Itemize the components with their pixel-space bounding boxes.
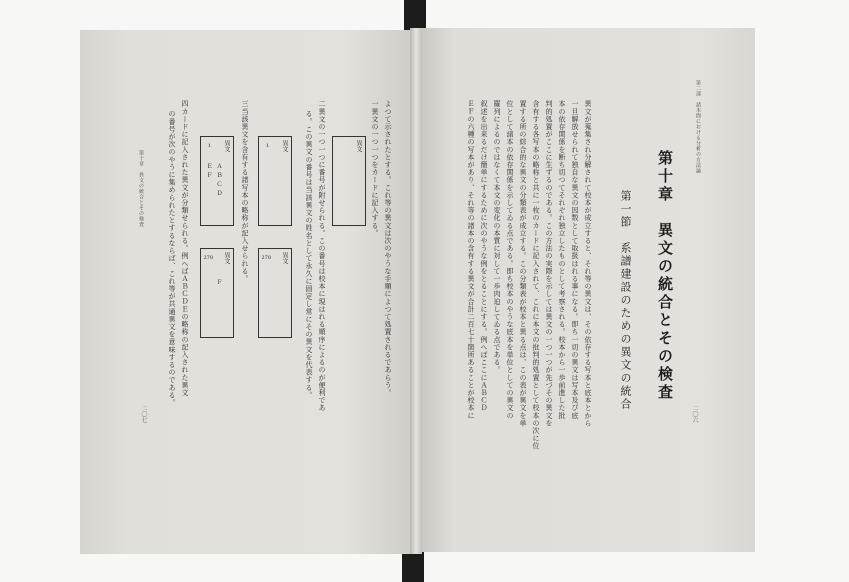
left-step-2: 二異文の一つ一つに番号が附せられる。この番号は校本に現はれる順序によるのが便利であ xyxy=(318,100,326,412)
card-number: 270 xyxy=(203,255,213,261)
card-example-1 xyxy=(332,136,366,226)
left-body-col-2: 一異文の一つ一つをカードに記入する。 xyxy=(371,100,379,237)
card-label: 異文 xyxy=(281,140,288,152)
right-body-col-4: 判的処置がここに生ずるのである。この方法の実際を示しては異文の一つ一つが先づその異文を xyxy=(545,100,553,427)
right-body-col-2: 一旦解放せられて独自な異文の因数として取扱はれる事になる。即ち一切の異文は写本及び底 xyxy=(571,100,579,420)
right-body-col-1: 異文が蒐集され分解されて校本が成立すると、それ等の異文は、その依存する写本と底本とから xyxy=(584,100,592,427)
card-example-2 xyxy=(258,136,292,226)
card-manuscript-letters: ＥＦ xyxy=(205,163,212,181)
card-label: 異文 xyxy=(223,140,230,152)
right-running-head: 第二部 諸本間における分析の方法論 xyxy=(695,80,701,174)
card-example-5 xyxy=(200,248,234,338)
right-page-number: 二〇六 xyxy=(691,405,698,423)
right-body-col-5: 含有する各写本の略称と共に一枚のカードに記入されて、これに本文の批判的処置として校本の次に位 xyxy=(532,100,540,450)
book-gutter xyxy=(410,28,422,554)
right-body-col-7: 位として諸本の依存関係を示してゐる点である。即ち校本のやうな底本を単位としての異文の xyxy=(506,100,514,420)
section-title: 第一節 系譜建設のための異文の統合 xyxy=(619,190,632,411)
left-running-head: 第十章 異文の統合とその検査 xyxy=(138,150,144,227)
card-example-3 xyxy=(258,248,292,338)
card-manuscript-letters: Ｆ xyxy=(215,279,222,288)
card-manuscript-letters: ＡＢＣＤ xyxy=(215,163,222,199)
card-number: 270 xyxy=(261,255,271,261)
card-example-4 xyxy=(200,136,234,226)
left-step-4-cont: の番号が次のやうに集められたとするならば、これ等が共通異文を意味するのである。 xyxy=(168,110,176,407)
card-label: 異文 xyxy=(223,252,230,264)
right-body-col-3: 本の依存関係を断ち切つてそれぞれ独立したものとして考察される。校本から一歩前進した批 xyxy=(558,100,566,420)
right-body-col-8: 羅列によるのではなくて本文の変化の本質に対して一歩肉迫してゐる点である。 xyxy=(493,100,501,374)
card-label: 異文 xyxy=(355,140,362,152)
left-step-2-cont: る。この異文の番号は当該異文の姓名として永久に固定し常にその異文を代表する。 xyxy=(305,110,313,399)
left-step-3: 三当該異文を含有する諸写本の略称が記入せられる。 xyxy=(241,100,249,283)
right-body-col-9: 叙述を出来るだけ簡単にするために次のやうな例をとることにする。例へばここにＡＢＣＤ xyxy=(480,100,488,412)
right-body-col-10: ＥＦの六種の写本があり、それ等の諸本の含有する異文が合計二百七十箇所あることが校本に xyxy=(467,100,475,420)
right-body-col-6: 置する所の綜合的な異文の分類表が成立する。この分類表が校本と異る点は、この表が異文を単 xyxy=(519,100,527,427)
card-number: 1 xyxy=(207,143,211,149)
left-page-number: 二〇七 xyxy=(140,405,147,423)
card-label: 異文 xyxy=(281,252,288,264)
left-step-4: 四カードに記入された異文が分類せられる。例へばＡＢＣＤＥの略称の記入された異文 xyxy=(181,100,189,397)
chapter-title: 第十章 異文の統合とその検査 xyxy=(656,150,674,402)
left-body-col-1: よつて示されたとする。これ等の異文は次のやうな手順によつて処置されるであらう。 xyxy=(384,100,392,397)
card-number: 1 xyxy=(265,143,269,149)
